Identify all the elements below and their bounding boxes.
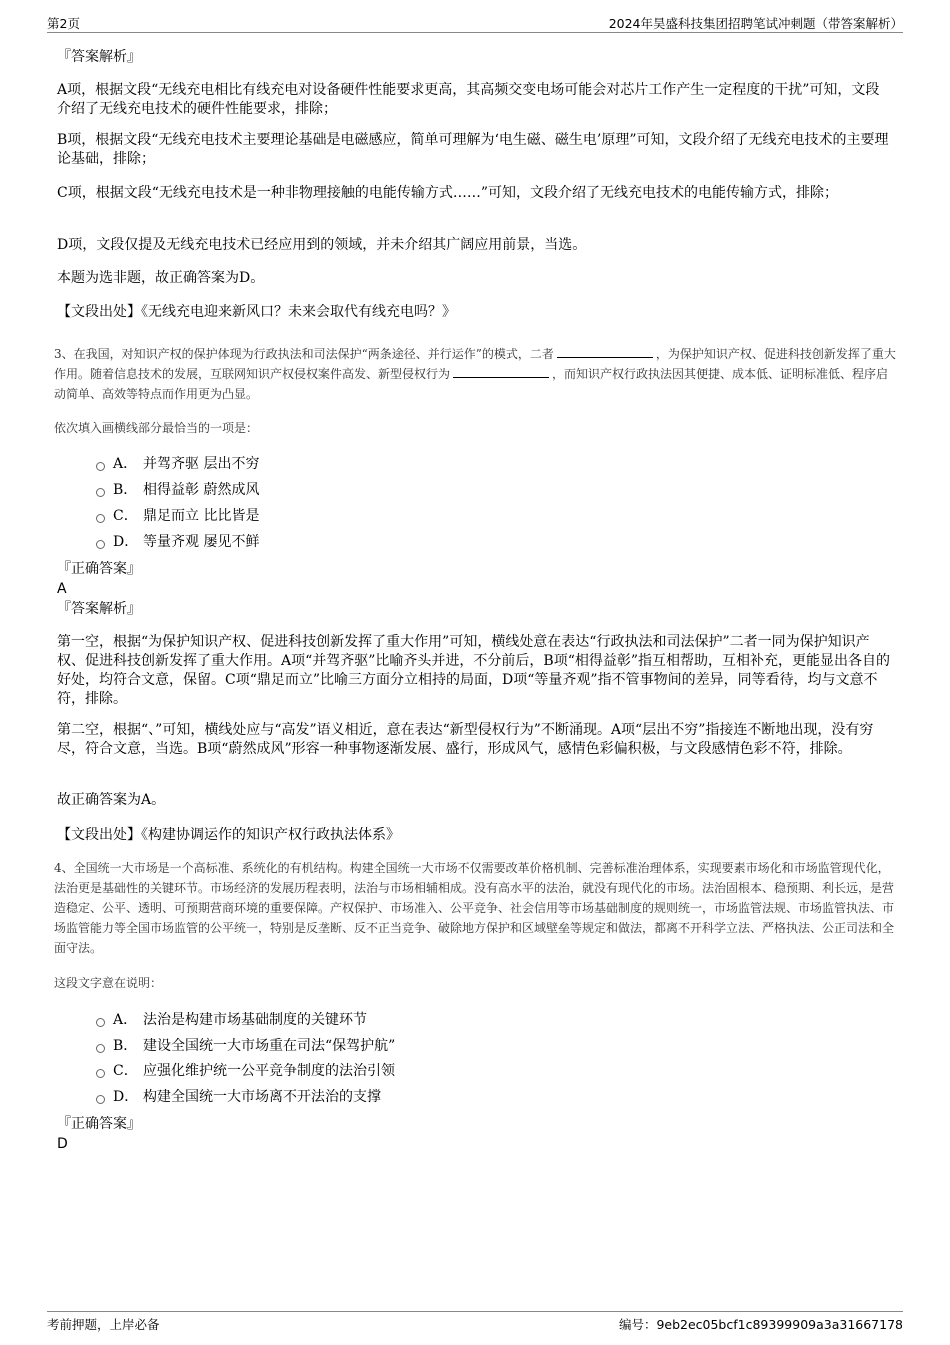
page-header — [47, 14, 903, 33]
radio-icon[interactable] — [96, 1095, 105, 1104]
source-citation: 【文段出处】《无线充电迎来新风口？未来会取代有线充电吗？》 — [57, 304, 456, 320]
analysis-label: 『答案解析』 — [57, 49, 141, 65]
analysis-paragraph-2: 第二空，根据“、”可知，横线处应与“高发”语义相近，意在表达“新型侵权行为”不断涌现。A项“层出不穷”指接连不断地出现，没有穷尽，符合文意，当选。B项“蔚然成风”形容一种事物逐渐发展、盛行，形成风气，感情色彩偏积极，与文段感情色彩不符，排除。 — [57, 722, 874, 757]
document-title: 2024年昊盛科技集团招聘笔试冲刺题（带答案解析） — [608, 16, 903, 31]
option-a[interactable]: A． 并驾齐驱 层出不穷 — [96, 455, 259, 473]
analysis-paragraph-1: 第一空，根据“为保护知识产权、促进科技创新发挥了重大作用”可知，横线处意在表达“行政执法和司法保护”二者一同为保护知识产权、促进科技创新发挥了重大作用。A项“并驾齐驱”比喻齐头并进，不分前后，B项“相得益彰”指互相帮助，互相补充，更能显出各自的好处，均符合文意，保留。C项“鼎足而立”比喻三方面分立相持的局面，D项“等量齐观”指不管事物间的差异，同等看待，均与文意不符，排除。 — [57, 634, 891, 707]
analysis-conclusion: 故正确答案为A。 — [57, 792, 166, 808]
analysis-para-a: A项，根据文段“无线充电相比有线充电对设备硬件性能要求更高，其高频交变电场可能会对芯片工作产生一定程度的干扰”可知，文段介绍了无线充电技术的硬件性能要求，排除； — [57, 82, 880, 117]
question-4-prompt: 这段文字意在说明： — [54, 976, 163, 990]
radio-icon[interactable] — [96, 488, 105, 497]
question-3-prompt: 依次填入画横线部分最恰当的一项是： — [54, 421, 259, 435]
page-number: 第2页 — [47, 16, 80, 31]
radio-icon[interactable] — [96, 1044, 105, 1053]
fill-blank-1 — [557, 345, 653, 358]
radio-icon[interactable] — [96, 540, 105, 549]
correct-answer-label: 『正确答案』 — [57, 561, 141, 577]
fill-blank-2 — [453, 365, 549, 378]
option-c[interactable]: C． 鼎足而立 比比皆是 — [96, 507, 259, 525]
correct-answer-label: 『正确答案』 — [57, 1116, 141, 1132]
option-d[interactable]: D． 等量齐观 屡见不鲜 — [96, 533, 259, 551]
radio-icon[interactable] — [96, 514, 105, 523]
correct-answer: D — [57, 1136, 68, 1152]
option-b[interactable]: B． 建设全国统一大市场重在司法“保驾护航” — [96, 1037, 395, 1055]
correct-answer: A — [57, 581, 67, 597]
radio-icon[interactable] — [96, 462, 105, 471]
option-c[interactable]: C． 应强化维护统一公平竞争制度的法治引领 — [96, 1062, 395, 1080]
footer-slogan: 考前押题，上岸必备 — [47, 1317, 160, 1332]
analysis-para-b: B项，根据文段“无线充电技术主要理论基础是电磁感应，简单可理解为‘电生磁、磁生电’原理”可知，文段介绍了无线充电技术的主要理论基础，排除； — [57, 132, 889, 167]
option-a[interactable]: A． 法治是构建市场基础制度的关键环节 — [96, 1011, 367, 1029]
option-d[interactable]: D． 构建全国统一大市场离不开法治的支撑 — [96, 1088, 381, 1106]
option-b[interactable]: B． 相得益彰 蔚然成风 — [96, 481, 259, 499]
question-3-stem: 3、在我国，对知识产权的保护体现为行政执法和司法保护“两条途径、并行运作”的模式，二者 ，为保护知识产权、促进科技创新发挥了重大作用。随着信息技术的发展，互联网知识产权侵权案件高发、新型侵权行为 ，而知识产权行政执法因其便捷、成本低、证明标准低、程序启动简单、高效等特点而作用更为凸显。 — [54, 347, 896, 401]
radio-icon[interactable] — [96, 1018, 105, 1027]
analysis-label: 『答案解析』 — [57, 601, 141, 617]
radio-icon[interactable] — [96, 1069, 105, 1078]
question-4-stem: 4、全国统一大市场是一个高标准、系统化的有机结构。构建全国统一大市场不仅需要改革价格机制、完善标准治理体系，实现要素市场化和市场监管现代化，法治更是基础性的关键环节。市场经济的发展历程表明，法治与市场相辅相成。没有高水平的法治，就没有现代化的市场。法治固根本、稳预期、利长远，是营造稳定、公平、透明、可预期营商环境的重要保障。产权保护、市场准入、公平竞争、社会信用等市场基础制度的规则统一，市场监管法规、市场监管执法、市场监管能力等全国市场监管的公平统一，特别是反垄断、反不正当竞争、破除地方保护和区域壁垒等规定和做法，都离不开科学立法、严格执法、公正司法和全面守法。 — [54, 861, 895, 955]
page-footer — [47, 1311, 903, 1334]
footer-serial: 编号：9eb2ec05bcf1c89399909a3a31667178 — [618, 1317, 903, 1332]
analysis-para-c: C项，根据文段“无线充电技术是一种非物理接触的电能传输方式……”可知，文段介绍了无线充电技术的电能传输方式，排除； — [57, 185, 839, 201]
analysis-conclusion: 本题为选非题，故正确答案为D。 — [57, 270, 265, 286]
source-citation: 【文段出处】《构建协调运作的知识产权行政执法体系》 — [57, 827, 400, 843]
analysis-para-d: D项，文段仅提及无线充电技术已经应用到的领域，并未介绍其广阔应用前景，当选。 — [57, 237, 587, 253]
